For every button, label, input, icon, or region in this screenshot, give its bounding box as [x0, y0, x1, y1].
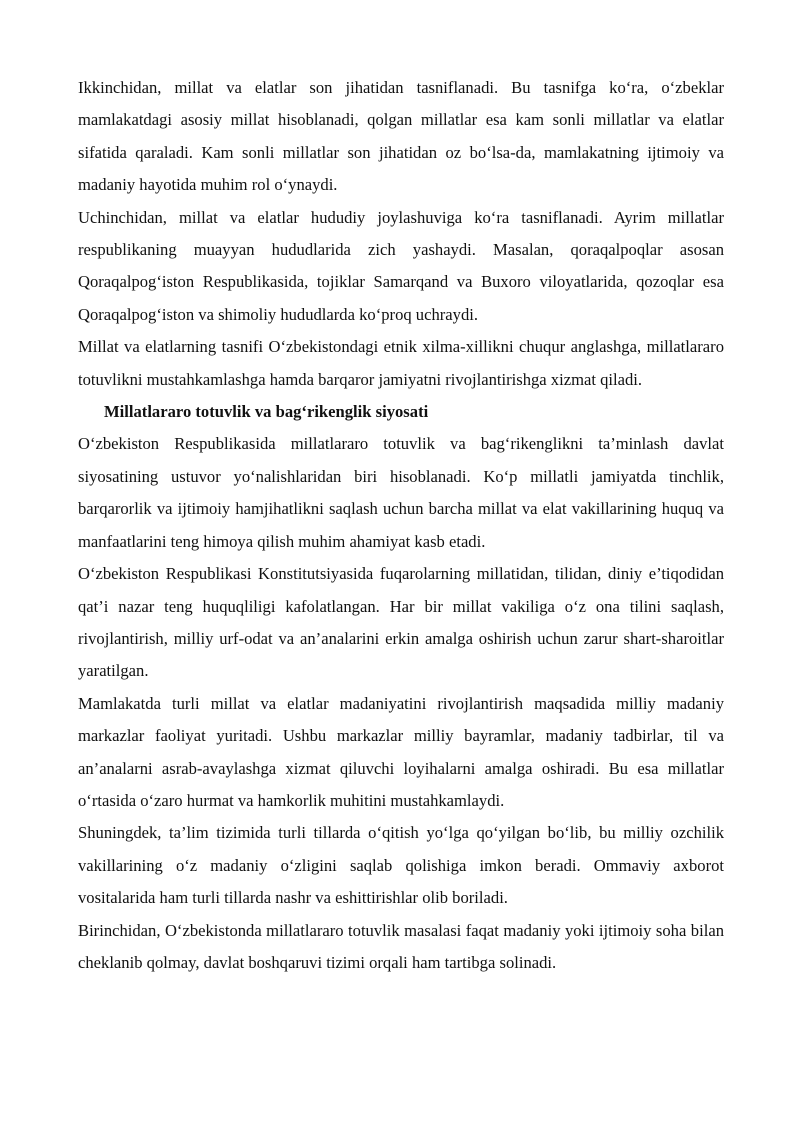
section-heading: Millatlararo totuvlik va bag‘rikenglik siyosati	[104, 402, 429, 422]
paragraph: Birinchidan, O‘zbekistonda millatlararo totuvlik masalasi faqat madaniy yoki ijtimoiy soha bilan cheklanib qolmay, davlat boshqaruvi tizimi orqali ham tartibga solinadi.	[78, 920, 724, 972]
paragraph: Ikkinchidan, millat va elatlar son jihatidan tasniflanadi. Bu tasnifga ko‘ra, o‘zbeklar mamlakatdagi asosiy millat hisoblanadi, qolgan millatlar esa kam sonli millatlar va elatlar sifatida qaraladi. Kam sonli millatlar son jihatidan oz bo‘lsa-da, mamlakatning ijtimoiy va madaniy hayotida muhim rol o‘ynaydi.	[78, 78, 724, 195]
paragraph: Shuningdek, ta’lim tizimida turli tillarda o‘qitish yo‘lga qo‘yilgan bo‘lib, bu milliy ozchilik vakillarining o‘z madaniy o‘zligini saqlab qolishiga imkon beradi. Ommaviy axborot vositalarida ham turli tillarda nashr va eshittirishlar olib boriladi.	[78, 823, 724, 908]
paragraph: O‘zbekiston Respublikasida millatlararo totuvlik va bag‘rikenglikni ta’minlash davlat siyosatining ustuvor yo‘nalishlaridan biri hisoblanadi. Ko‘p millatli jamiyatda tinchlik, barqarorlik va ijtimoiy hamjihatlikni saqlash uchun barcha millat va elat vakillarining huquq va manfaatlarini teng himoya qilish muhim ahamiyat kasb etadi.	[78, 434, 724, 551]
paragraph: Mamlakatda turli millat va elatlar madaniyatini rivojlantirish maqsadida milliy madaniy markazlar faoliyat yuritadi. Ushbu markazlar milliy bayramlar, madaniy tadbirlar, til va an’analarni asrab-avaylashga xizmat qiluvchi loyihalarni amalga oshiradi. Bu esa millatlar o‘rtasida o‘zaro hurmat va hamkorlik muhitini mustahkamlaydi.	[78, 693, 724, 810]
paragraph: Uchinchidan, millat va elatlar hududiy joylashuviga ko‘ra tasniflanadi. Ayrim millatlar respublikaning muayyan hududlarida zich yashaydi. Masalan, qoraqalpoqlar asosan Qoraqalpog‘iston Respublikasida, tojiklar Samarqand va Buxoro viloyatlarida, qozoqlar esa Qoraqalpog‘iston va shimoliy hududlarda ko‘proq uchraydi.	[78, 207, 724, 324]
paragraph: O‘zbekiston Respublikasi Konstitutsiyasida fuqarolarning millatidan, tilidan, diniy e’tiqodidan qat’i nazar teng huquqliligi kafolatlangan. Har bir millat vakiliga o‘z ona tilini saqlash, rivojlantirish, milliy urf-odat va an’analarini erkin amalga oshirish uchun zarur shart-sharoitlar yaratilgan.	[78, 564, 724, 681]
document-page	[78, 72, 724, 979]
paragraph: Millat va elatlarning tasnifi O‘zbekistondagi etnik xilma-xillikni chuqur anglashga, millatlararo totuvlikni mustahkamlashga hamda barqaror jamiyatni rivojlantirishga xizmat qiladi.	[78, 337, 724, 389]
